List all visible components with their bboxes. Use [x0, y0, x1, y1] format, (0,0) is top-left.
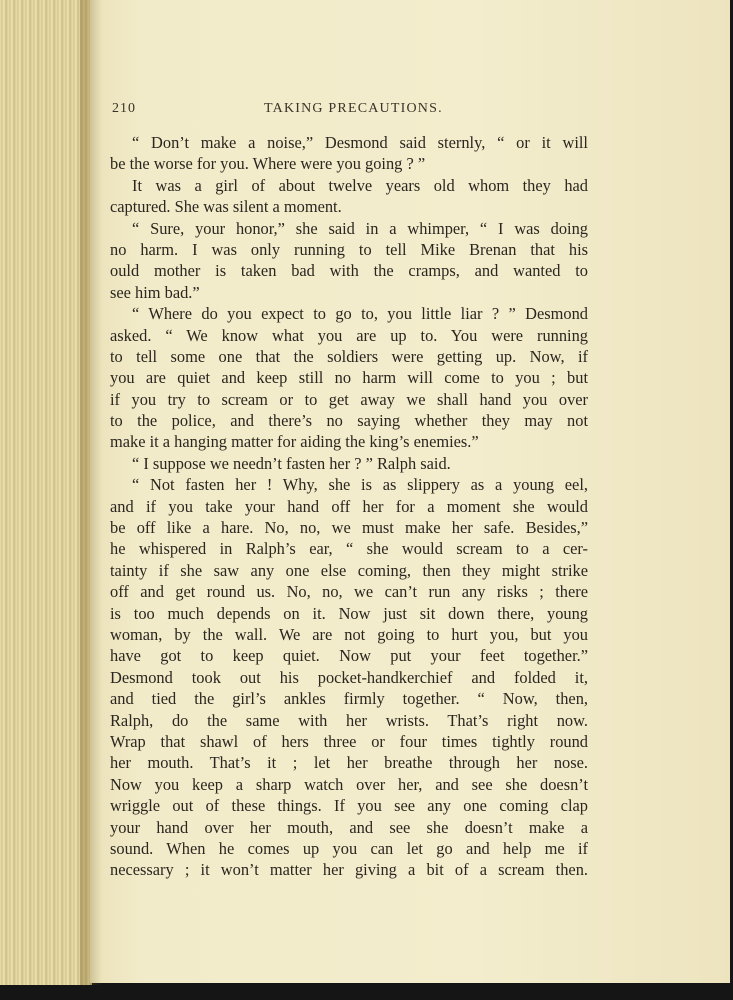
- text-line: “ Sure, your honor,” she said in a whimper, “ I was doing: [132, 218, 588, 238]
- text-line: off and get round us. No, no, we can’t run any risks ; there: [110, 582, 588, 602]
- gutter-shadow: [80, 0, 102, 985]
- page-header: [112, 101, 532, 121]
- text-line: no harm. I was only running to tell Mike Brenan that his: [110, 239, 588, 259]
- page-edges: [0, 0, 92, 985]
- text-line: It was a girl of about twelve years old whom they had: [132, 175, 588, 195]
- text-line: be off like a hare. No, no, we must make her safe. Besides,”: [110, 518, 588, 538]
- text-line: Desmond took out his pocket-handkerchief and folded it,: [110, 667, 588, 687]
- text-line: have got to keep quiet. Now put your feet together.”: [110, 646, 588, 666]
- text-line: wriggle out of these things. If you see any one coming clap: [110, 796, 588, 816]
- text-line: Wrap that shawl of hers three or four times tightly round: [110, 731, 588, 751]
- text-line: if you try to scream or to get away we shall hand you over: [110, 389, 588, 409]
- text-line: “ Don’t make a noise,” Desmond said sternly, “ or it will: [132, 133, 588, 152]
- text-line: “ I suppose we needn’t fasten her ? ” Ralph said.: [132, 453, 451, 473]
- text-line: captured. She was silent a moment.: [110, 197, 342, 217]
- text-line: you are quiet and keep still no harm will come to you ; but: [110, 368, 588, 388]
- text-line: to the police, and there’s no saying whether they may not: [110, 411, 588, 431]
- text-line: is too much depends on it. Now just sit down there, young: [110, 603, 588, 623]
- body-text: [110, 132, 588, 881]
- text-line: make it a hanging matter for aiding the king’s enemies.”: [110, 432, 479, 452]
- text-line: be the worse for you. Where were you going ? ”: [110, 154, 426, 174]
- text-line: sound. When he comes up you can let go and help me if: [110, 838, 588, 858]
- text-line: asked. “ We know what you are up to. You were running: [110, 325, 588, 345]
- text-line: to tell some one that the soldiers were getting up. Now, if: [110, 346, 588, 366]
- page-number: 210: [112, 101, 136, 116]
- text-line: see him bad.”: [110, 282, 200, 302]
- text-line: he whispered in Ralph’s ear, “ she would scream to a cer-: [110, 539, 588, 559]
- text-line: “ Not fasten her ! Why, she is as slippery as a young eel,: [132, 475, 588, 495]
- text-line: tainty if she saw any one else coming, then they might strike: [110, 560, 588, 580]
- text-line: her mouth. That’s it ; let her breathe through her nose.: [110, 753, 588, 773]
- text-line: necessary ; it won’t matter her giving a bit of a scream then.: [110, 860, 588, 880]
- text-line: Now you keep a sharp watch over her, and see she doesn’t: [110, 774, 588, 794]
- text-line: “ Where do you expect to go to, you little liar ? ” Desmond: [132, 304, 588, 324]
- text-line: and if you take your hand off her for a moment she would: [110, 496, 588, 516]
- text-line: and tied the girl’s ankles firmly together. “ Now, then,: [110, 689, 588, 709]
- running-head: TAKING PRECAUTIONS.: [264, 101, 443, 116]
- text-line: woman, by the wall. We are not going to hurt you, but you: [110, 624, 588, 644]
- text-line: ould mother is taken bad with the cramps, and wanted to: [110, 261, 588, 281]
- text-line: Ralph, do the same with her wrists. That’s right now.: [110, 710, 588, 730]
- text-line: your hand over her mouth, and see she doesn’t make a: [110, 817, 588, 837]
